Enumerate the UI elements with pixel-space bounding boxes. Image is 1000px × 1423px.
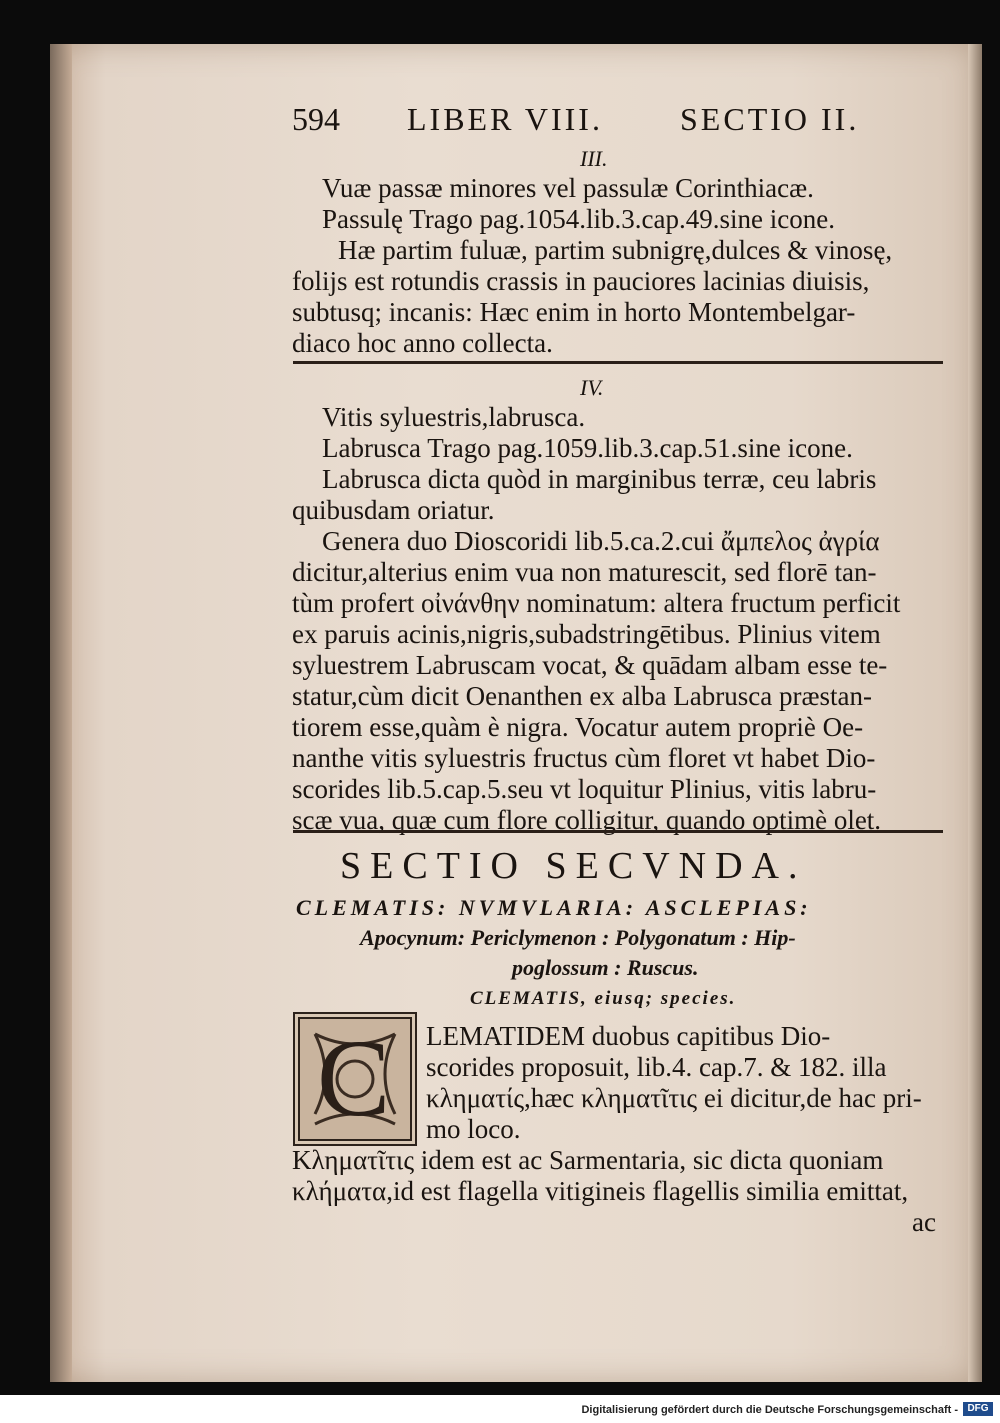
text-line: mo loco.: [426, 1114, 521, 1144]
text-line: quibusdam oriatur.: [292, 495, 495, 525]
text-line: Passulę Trago pag.1054.lib.3.cap.49.sine icone.: [322, 204, 835, 234]
text-line: Genera duo Dioscoridi lib.5.ca.2.cui ἄμπελος ἀγρία: [322, 526, 880, 556]
text-line: Vuæ passæ minores vel passulæ Corinthiacæ.: [322, 173, 814, 203]
page-number: 594: [292, 101, 340, 137]
book-title: LIBER VIII.: [407, 101, 603, 137]
section-numeral-3: III.: [580, 146, 608, 171]
text-line: Κληματῖτις idem est ac Sarmentaria, sic dicta quoniam: [292, 1145, 884, 1175]
text-line: tiorem esse,quàm è nigra. Vocatur autem propriè Oe-: [292, 712, 864, 742]
subheading-line: Apocynum: Periclymenon : Polygonatum : Hip-: [360, 925, 796, 950]
section-heading: SECTIO SECVNDA.: [340, 845, 807, 887]
divider-rule: [293, 830, 943, 833]
text-line: scæ vua, quæ cum flore colligitur, quando optimè olet.: [292, 805, 882, 835]
section-title: SECTIO II.: [680, 101, 860, 137]
text-line: tùm profert οἰνάνθην nominatum: altera fructum perficit: [292, 588, 901, 618]
text-line: ex paruis acinis,nigris,subadstringētibus. Plinius vitem: [292, 619, 881, 649]
text-line: Labrusca Trago pag.1059.lib.3.cap.51.sine icone.: [322, 433, 853, 463]
decorated-initial: [293, 1012, 417, 1146]
divider-rule: [293, 361, 943, 364]
text-line: folijs est rotundis crassis in pauciores lacinias diuisis,: [292, 266, 870, 296]
text-line: nanthe vitis syluestris fructus cùm floret vt habet Dio-: [292, 743, 876, 773]
subheading-line: poglossum : Ruscus.: [512, 955, 699, 980]
text-line: Labrusca dicta quòd in marginibus terræ, ceu labris: [322, 464, 877, 494]
text-line: scorides proposuit, lib.4. cap.7. & 182. illa: [426, 1052, 887, 1082]
initial-letter: C: [317, 1017, 391, 1139]
text-line: Hæ partim fuluæ, partim subnigrę,dulces & vinosę,: [338, 235, 893, 265]
text-line: subtusq; incanis: Hæc enim in horto Montembelgar-: [292, 297, 856, 327]
dfg-logo: DFG: [963, 1402, 993, 1416]
text-line: scorides lib.5.cap.5.seu vt loquitur Plinius, vitis labru-: [292, 774, 877, 804]
subheading-line: CLEMATIS, eiusq; species.: [470, 988, 737, 1009]
subheading-line: CLEMATIS: NVMVLARIA: ASCLEPIAS:: [296, 895, 812, 920]
text-line: diaco hoc anno collecta.: [292, 328, 553, 358]
section-numeral-4: IV.: [580, 375, 604, 400]
running-head: [292, 101, 947, 137]
footer-credit: Digitalisierung gefördert durch die Deutsche Forschungsgemeinschaft -: [581, 1404, 958, 1416]
catchword: ac: [912, 1207, 936, 1237]
text-line: κληματίς,hæc κληματῖτις ei dicitur,de hac pri-: [426, 1083, 922, 1113]
text-line: statur,cùm dicit Oenanthen ex alba Labrusca præstan-: [292, 681, 872, 711]
text-line: LEMATIDEM duobus capitibus Dio-: [426, 1021, 831, 1051]
text-line: Vitis syluestris,labrusca.: [322, 402, 586, 432]
text-line: syluestrem Labruscam vocat, & quādam albam esse te-: [292, 650, 888, 680]
text-line: κλήματα,id est flagella vitigineis flagellis similia emittat,: [292, 1176, 909, 1206]
page-gutter: [50, 44, 72, 1382]
text-line: dicitur,alterius enim vua non maturescit, sed florē tan-: [292, 557, 877, 587]
